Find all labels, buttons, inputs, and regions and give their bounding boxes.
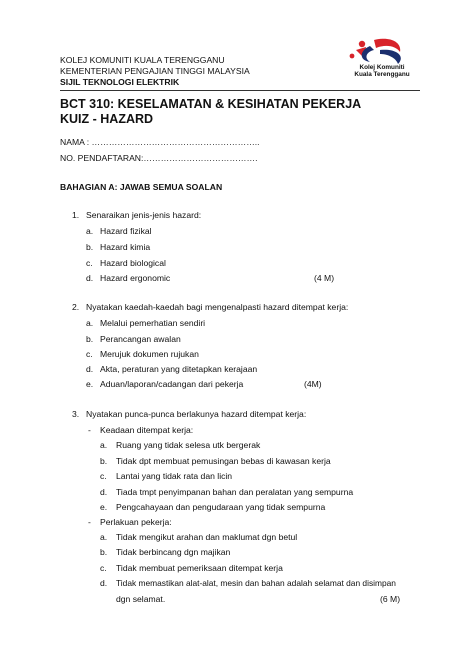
registration-field: NO. PENDAFTARAN:…………………………………. [60, 153, 258, 163]
list-item-label: a. [100, 440, 108, 450]
question-text: Nyatakan kaedah-kaedah bagi mengenalpasti hazard ditempat kerja: [86, 302, 349, 312]
list-item: Akta, peraturan yang ditetapkan kerajaan [100, 364, 258, 374]
list-item: Perancangan awalan [100, 334, 181, 344]
list-item: Melalui pemerhatian sendiri [100, 318, 206, 328]
section-heading: BAHAGIAN A: JAWAB SEMUA SOALAN [60, 182, 223, 192]
list-item-label: b. [100, 456, 108, 466]
list-item-label: b. [86, 334, 94, 344]
list-item: Tiada tmpt penyimpanan bahan dan peralatan yang sempurna [116, 487, 354, 497]
program-name: SIJIL TEKNOLOGI ELEKTRIK [60, 77, 180, 87]
college-name: KOLEJ KOMUNITI KUALA TERENGGANU [60, 55, 225, 65]
list-item: Pengcahayaan dan pengudaraan yang tidak sempurna [116, 502, 326, 512]
group-title: Keadaan ditempat kerja: [100, 425, 194, 435]
college-header [60, 55, 250, 88]
list-item: Aduan/laporan/cadangan dari pekerja [100, 379, 244, 389]
list-item: Hazard fizikal [100, 226, 152, 236]
question-text: Senaraikan jenis-jenis hazard: [86, 210, 202, 220]
list-item: Tidak dpt membuat pemusingan bebas di kawasan kerja [116, 456, 331, 466]
header-rule [60, 90, 420, 91]
list-item: Hazard biological [100, 258, 166, 268]
list-item-label: d. [86, 364, 94, 374]
course-title: BCT 310: KESELAMATAN & KESIHATAN PEKERJA [60, 97, 362, 111]
logo-text-line2: Kuala Terengganu [354, 71, 410, 78]
question-text: Nyatakan punca-punca berlakunya hazard ditempat kerja: [86, 409, 307, 419]
ministry-name: KEMENTERIAN PENGAJIAN TINGGI MALAYSIA [60, 66, 250, 76]
list-item-label: a. [86, 226, 94, 236]
quiz-title: KUIZ - HAZARD [60, 112, 154, 126]
list-item-label: c. [100, 563, 107, 573]
list-item-label: e. [100, 502, 108, 512]
list-item-label: b. [86, 242, 94, 252]
group-title: Perlakuan pekerja: [100, 517, 172, 527]
list-item-label: c. [86, 349, 93, 359]
logo-subtext [336, 78, 428, 83]
logo-caption [336, 64, 428, 83]
list-item: Tidak membuat pemeriksaan ditempat kerja [116, 563, 283, 573]
list-item: Tidak mengikut arahan dan maklumat dgn betul [116, 532, 298, 542]
list-item: Hazard kimia [100, 242, 151, 252]
list-item: Tidak berbincang dgn majikan [116, 547, 231, 557]
list-item: Hazard ergonomic [100, 273, 171, 283]
question-number: 1. [72, 210, 80, 220]
group-dash: - [88, 517, 91, 527]
list-item-label: d. [100, 487, 108, 497]
document-title [60, 97, 361, 127]
list-item-label: e. [86, 379, 94, 389]
group-dash: - [88, 425, 91, 435]
list-item: Lantai yang tidak rata dan licin [116, 471, 233, 481]
list-item-label: d. [100, 578, 108, 588]
marks-label: (4M) [304, 379, 322, 389]
list-item-label: a. [86, 318, 94, 328]
list-item-label: c. [100, 471, 107, 481]
list-item-continuation: dgn selamat. [116, 594, 166, 604]
question-number: 2. [72, 302, 80, 312]
list-item-label: a. [100, 532, 108, 542]
list-item-label: b. [100, 547, 108, 557]
list-item-label: d. [86, 273, 94, 283]
list-item: Merujuk dokumen rujukan [100, 349, 199, 359]
list-item: Tidak memastikan alat-alat, mesin dan bahan adalah selamat dan disimpan [116, 578, 396, 588]
name-field: NAMA : ………………………………………………….. [60, 137, 260, 147]
marks-label: (4 M) [314, 273, 335, 283]
marks-label: (6 M) [380, 594, 401, 604]
list-item-label: c. [86, 258, 93, 268]
list-item: Ruang yang tidak selesa utk bergerak [116, 440, 261, 450]
logo-text-line1: Kolej Komuniti [359, 64, 405, 71]
question-number: 3. [72, 409, 80, 419]
